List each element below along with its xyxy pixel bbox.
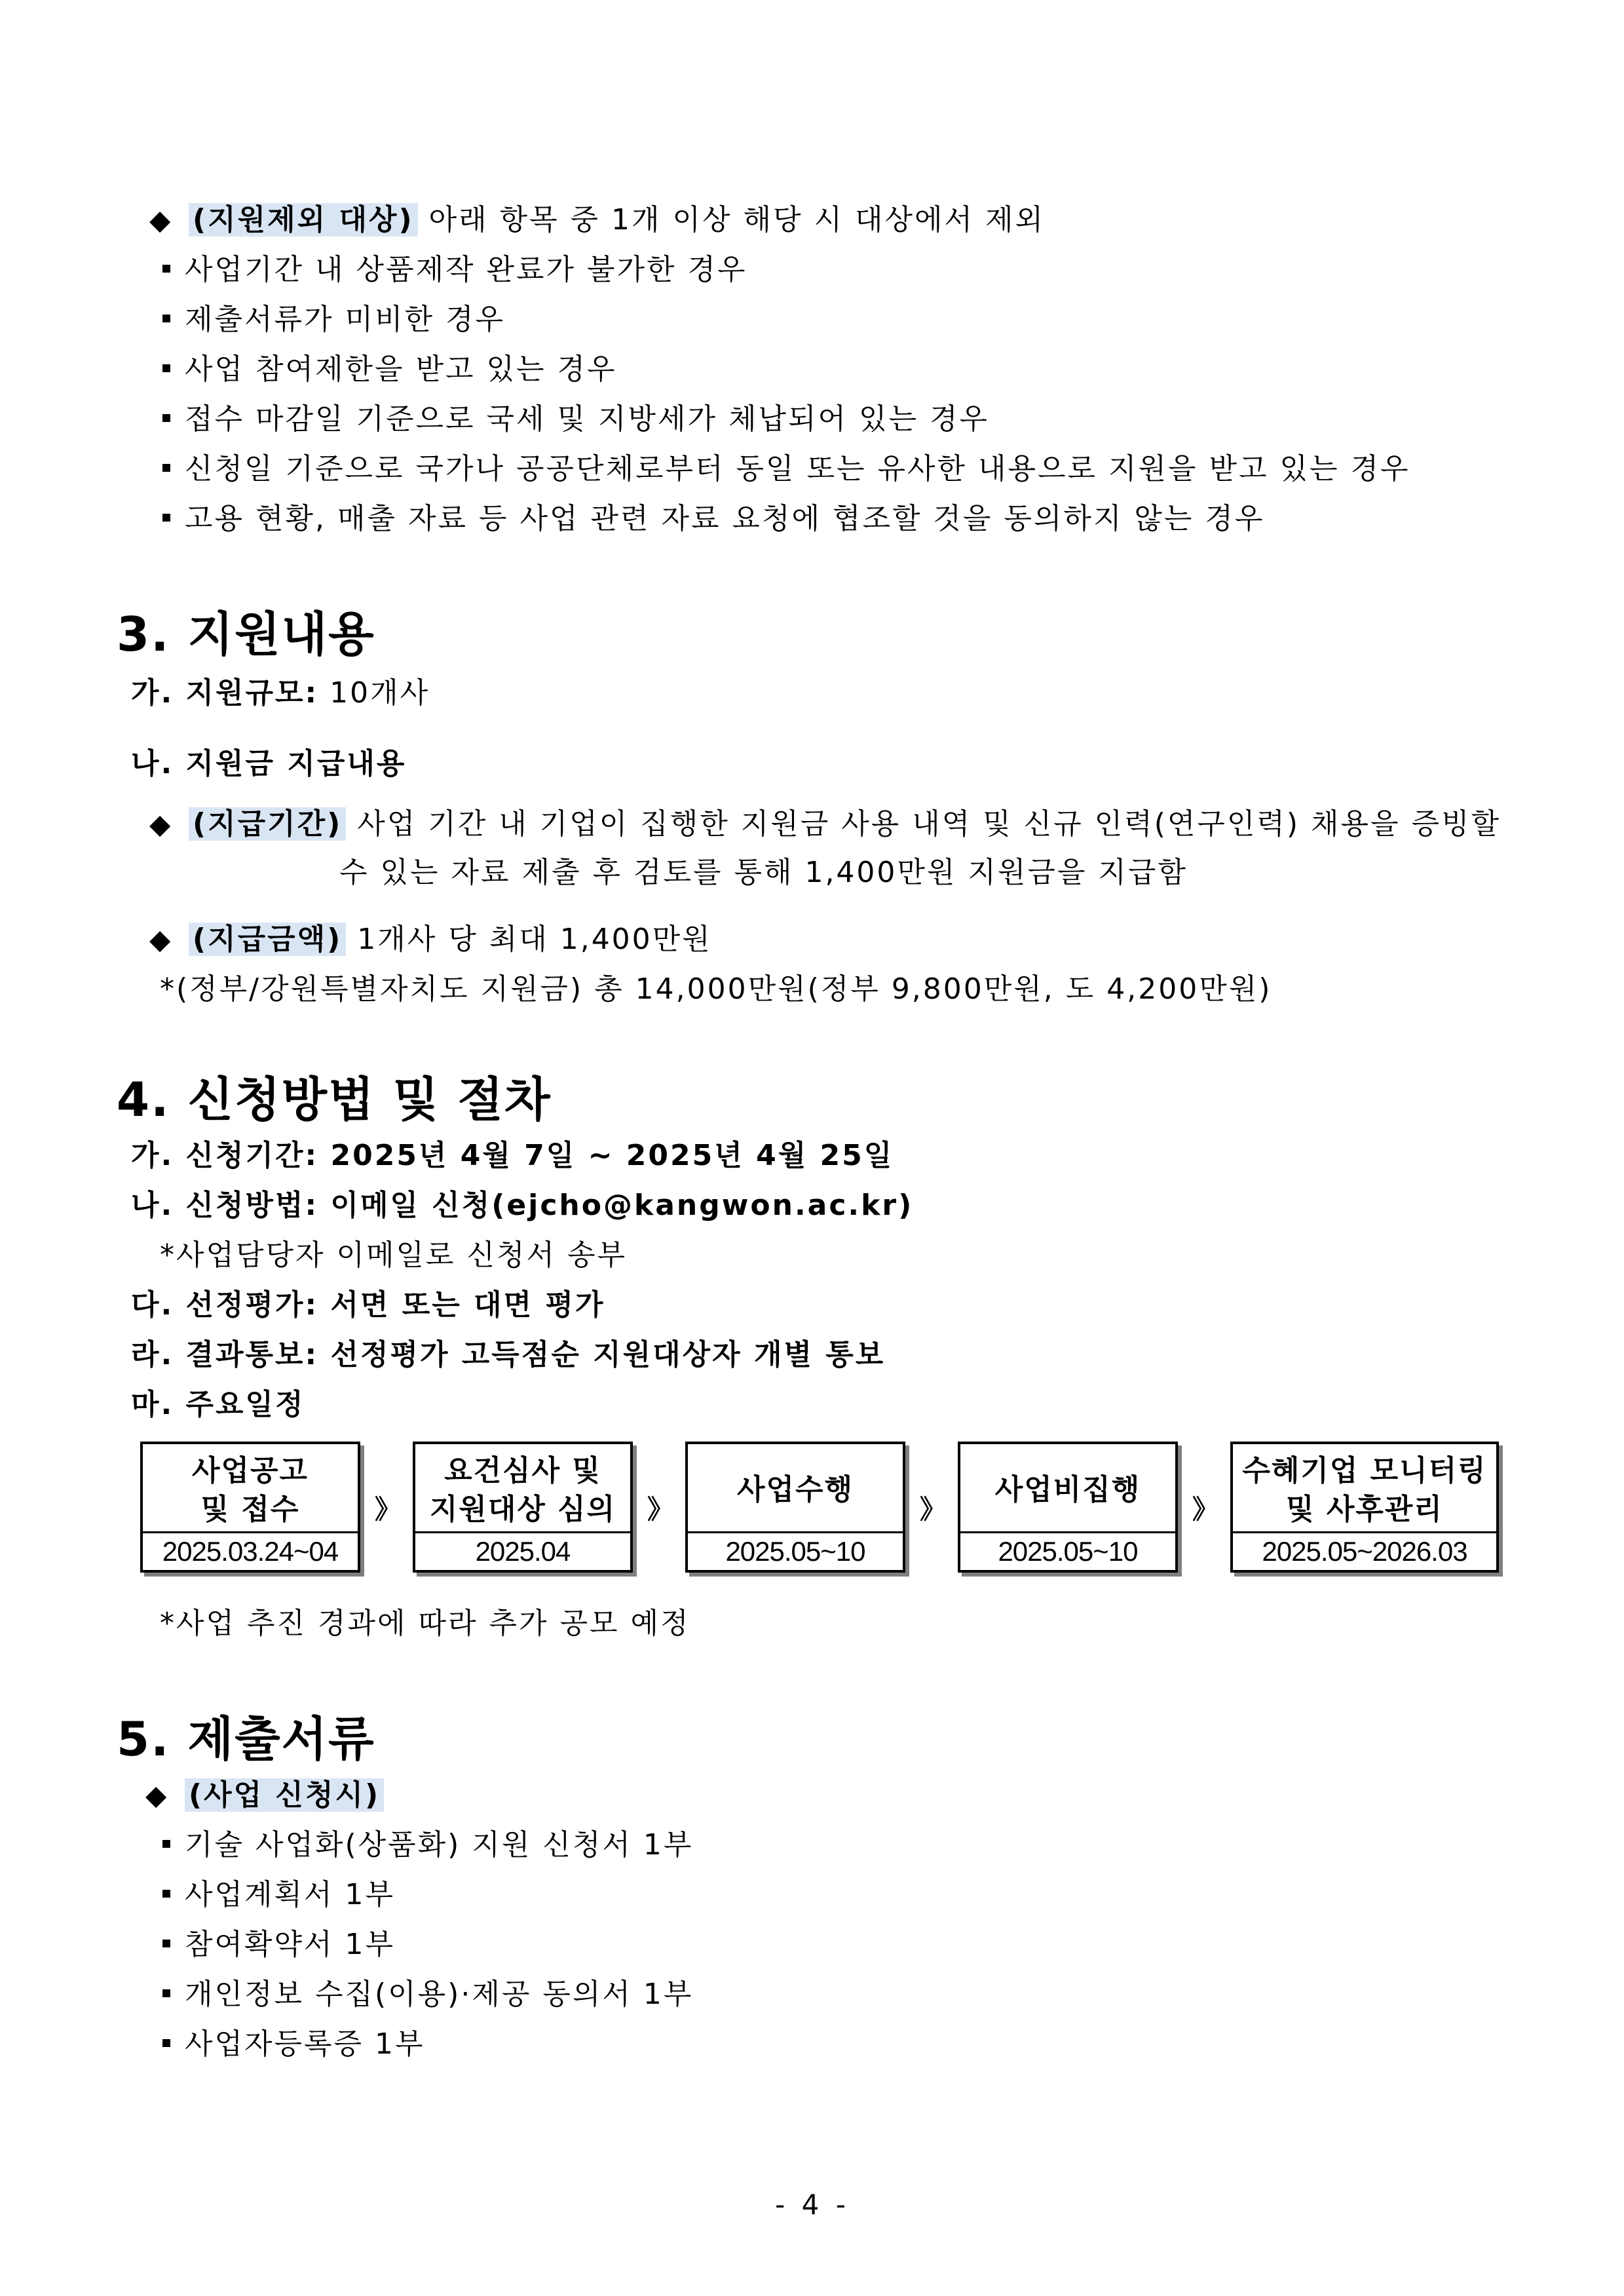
amount-note: *(정부/강원특별자치도 지원금) 총 14,000만원(정부 9,800만원, 도 4,200만원)	[160, 972, 1272, 1006]
exclusion-tag: (지원제외 대상)	[189, 203, 418, 237]
list-item: 신청일 기준으로 국가나 공공단체로부터 동일 또는 유사한 내용으로 지원을 받고 있는 경우	[162, 452, 1410, 487]
square-bullet-icon	[162, 364, 170, 372]
square-bullet-icon	[162, 1989, 170, 1997]
section-3-title: 3. 지원내용	[117, 607, 375, 662]
evaluation: 다. 선정평가: 서면 또는 대면 평가	[131, 1288, 605, 1322]
list-item: 개인정보 수집(이용)·제공 동의서 1부	[162, 1978, 693, 2012]
square-bullet-icon	[162, 464, 170, 472]
arrow-right-icon: 》	[1192, 1495, 1218, 1525]
payment-subtitle: 나. 지원금 지급내용	[131, 747, 407, 780]
schedule-step: 사업비집행 2025.05~10	[958, 1442, 1178, 1573]
square-bullet-icon	[162, 414, 170, 422]
period-tag: (지급기간)	[189, 807, 346, 841]
section-4-title: 4. 신청방법 및 절차	[117, 1072, 552, 1127]
diamond-bullet-icon: ◆	[149, 923, 173, 955]
arrow-right-icon: 》	[920, 1495, 946, 1525]
list-item: 사업자등록증 1부	[162, 2027, 425, 2062]
schedule-note: *사업 추진 경과에 따라 추가 공모 예정	[160, 1607, 690, 1640]
arrow-right-icon: 》	[647, 1495, 673, 1525]
diamond-bullet-icon: ◆	[145, 1779, 169, 1811]
payment-period-cont: 수 있는 자료 제출 후 검토를 통해 1,400만원 지원금을 지급함	[339, 856, 1188, 889]
list-item: 기술 사업화(상품화) 지원 신청서 1부	[162, 1828, 693, 1863]
amount-tag: (지급금액)	[189, 923, 346, 956]
schedule-title: 마. 주요일정	[131, 1388, 305, 1421]
payment-amount: ◆ (지급금액) 1개사 당 최대 1,400만원	[149, 923, 712, 956]
list-item: 사업기간 내 상품제작 완료가 불가한 경우	[162, 253, 747, 288]
section-5-title: 5. 제출서류	[117, 1712, 375, 1767]
result-notice: 라. 결과통보: 선정평가 고득점순 지원대상자 개별 통보	[131, 1338, 886, 1371]
list-item: 제출서류가 미비한 경우	[162, 303, 505, 337]
apply-period: 가. 신청기간: 2025년 4월 7일 ~ 2025년 4월 25일	[131, 1139, 894, 1172]
page-number: - 4 -	[775, 2189, 850, 2221]
arrow-right-icon: 》	[375, 1495, 401, 1525]
diamond-bullet-icon: ◆	[149, 808, 173, 840]
square-bullet-icon	[162, 1890, 170, 1898]
schedule-step: 사업수행 2025.05~10	[685, 1442, 905, 1573]
exclusion-text: 아래 항목 중 1개 이상 해당 시 대상에서 제외	[428, 203, 1046, 237]
schedule-step: 요건심사 및 지원대상 심의 2025.04	[413, 1442, 633, 1573]
exclusion-header	[149, 203, 1045, 238]
square-bullet-icon	[162, 514, 170, 522]
list-item: 접수 마감일 기준으로 국세 및 지방세가 체납되어 있는 경우	[162, 402, 989, 437]
square-bullet-icon	[162, 2039, 170, 2047]
diamond-bullet-icon: ◆	[149, 204, 173, 236]
documents-tag: (사업 신청시)	[185, 1778, 384, 1812]
square-bullet-icon	[162, 1840, 170, 1848]
apply-method: 나. 신청방법: 이메일 신청(ejcho@kangwon.ac.kr)	[131, 1189, 914, 1222]
documents-header	[145, 1778, 384, 1813]
square-bullet-icon	[162, 265, 170, 273]
method-note: *사업담당자 이메일로 신청서 송부	[160, 1238, 628, 1272]
payment-period: ◆ (지급기간) 사업 기간 내 기업이 집행한 지원금 사용 내역 및 신규 인력(연구인력) 채용을 증빙할	[149, 807, 1501, 841]
list-item: 고용 현황, 매출 자료 등 사업 관련 자료 요청에 협조할 것을 동의하지 않는 경우	[162, 502, 1264, 537]
list-item: 사업 참여제한을 받고 있는 경우	[162, 353, 617, 387]
schedule-step: 수혜기업 모니터링 및 사후관리 2025.05~2026.03	[1230, 1442, 1499, 1573]
list-item: 사업계획서 1부	[162, 1878, 395, 1913]
square-bullet-icon	[162, 1940, 170, 1947]
schedule-step: 사업공고 및 접수 2025.03.24~04	[140, 1442, 360, 1573]
list-item: 참여확약서 1부	[162, 1928, 395, 1962]
square-bullet-icon	[162, 315, 170, 322]
support-scale: 가. 지원규모: 10개사	[131, 676, 430, 710]
